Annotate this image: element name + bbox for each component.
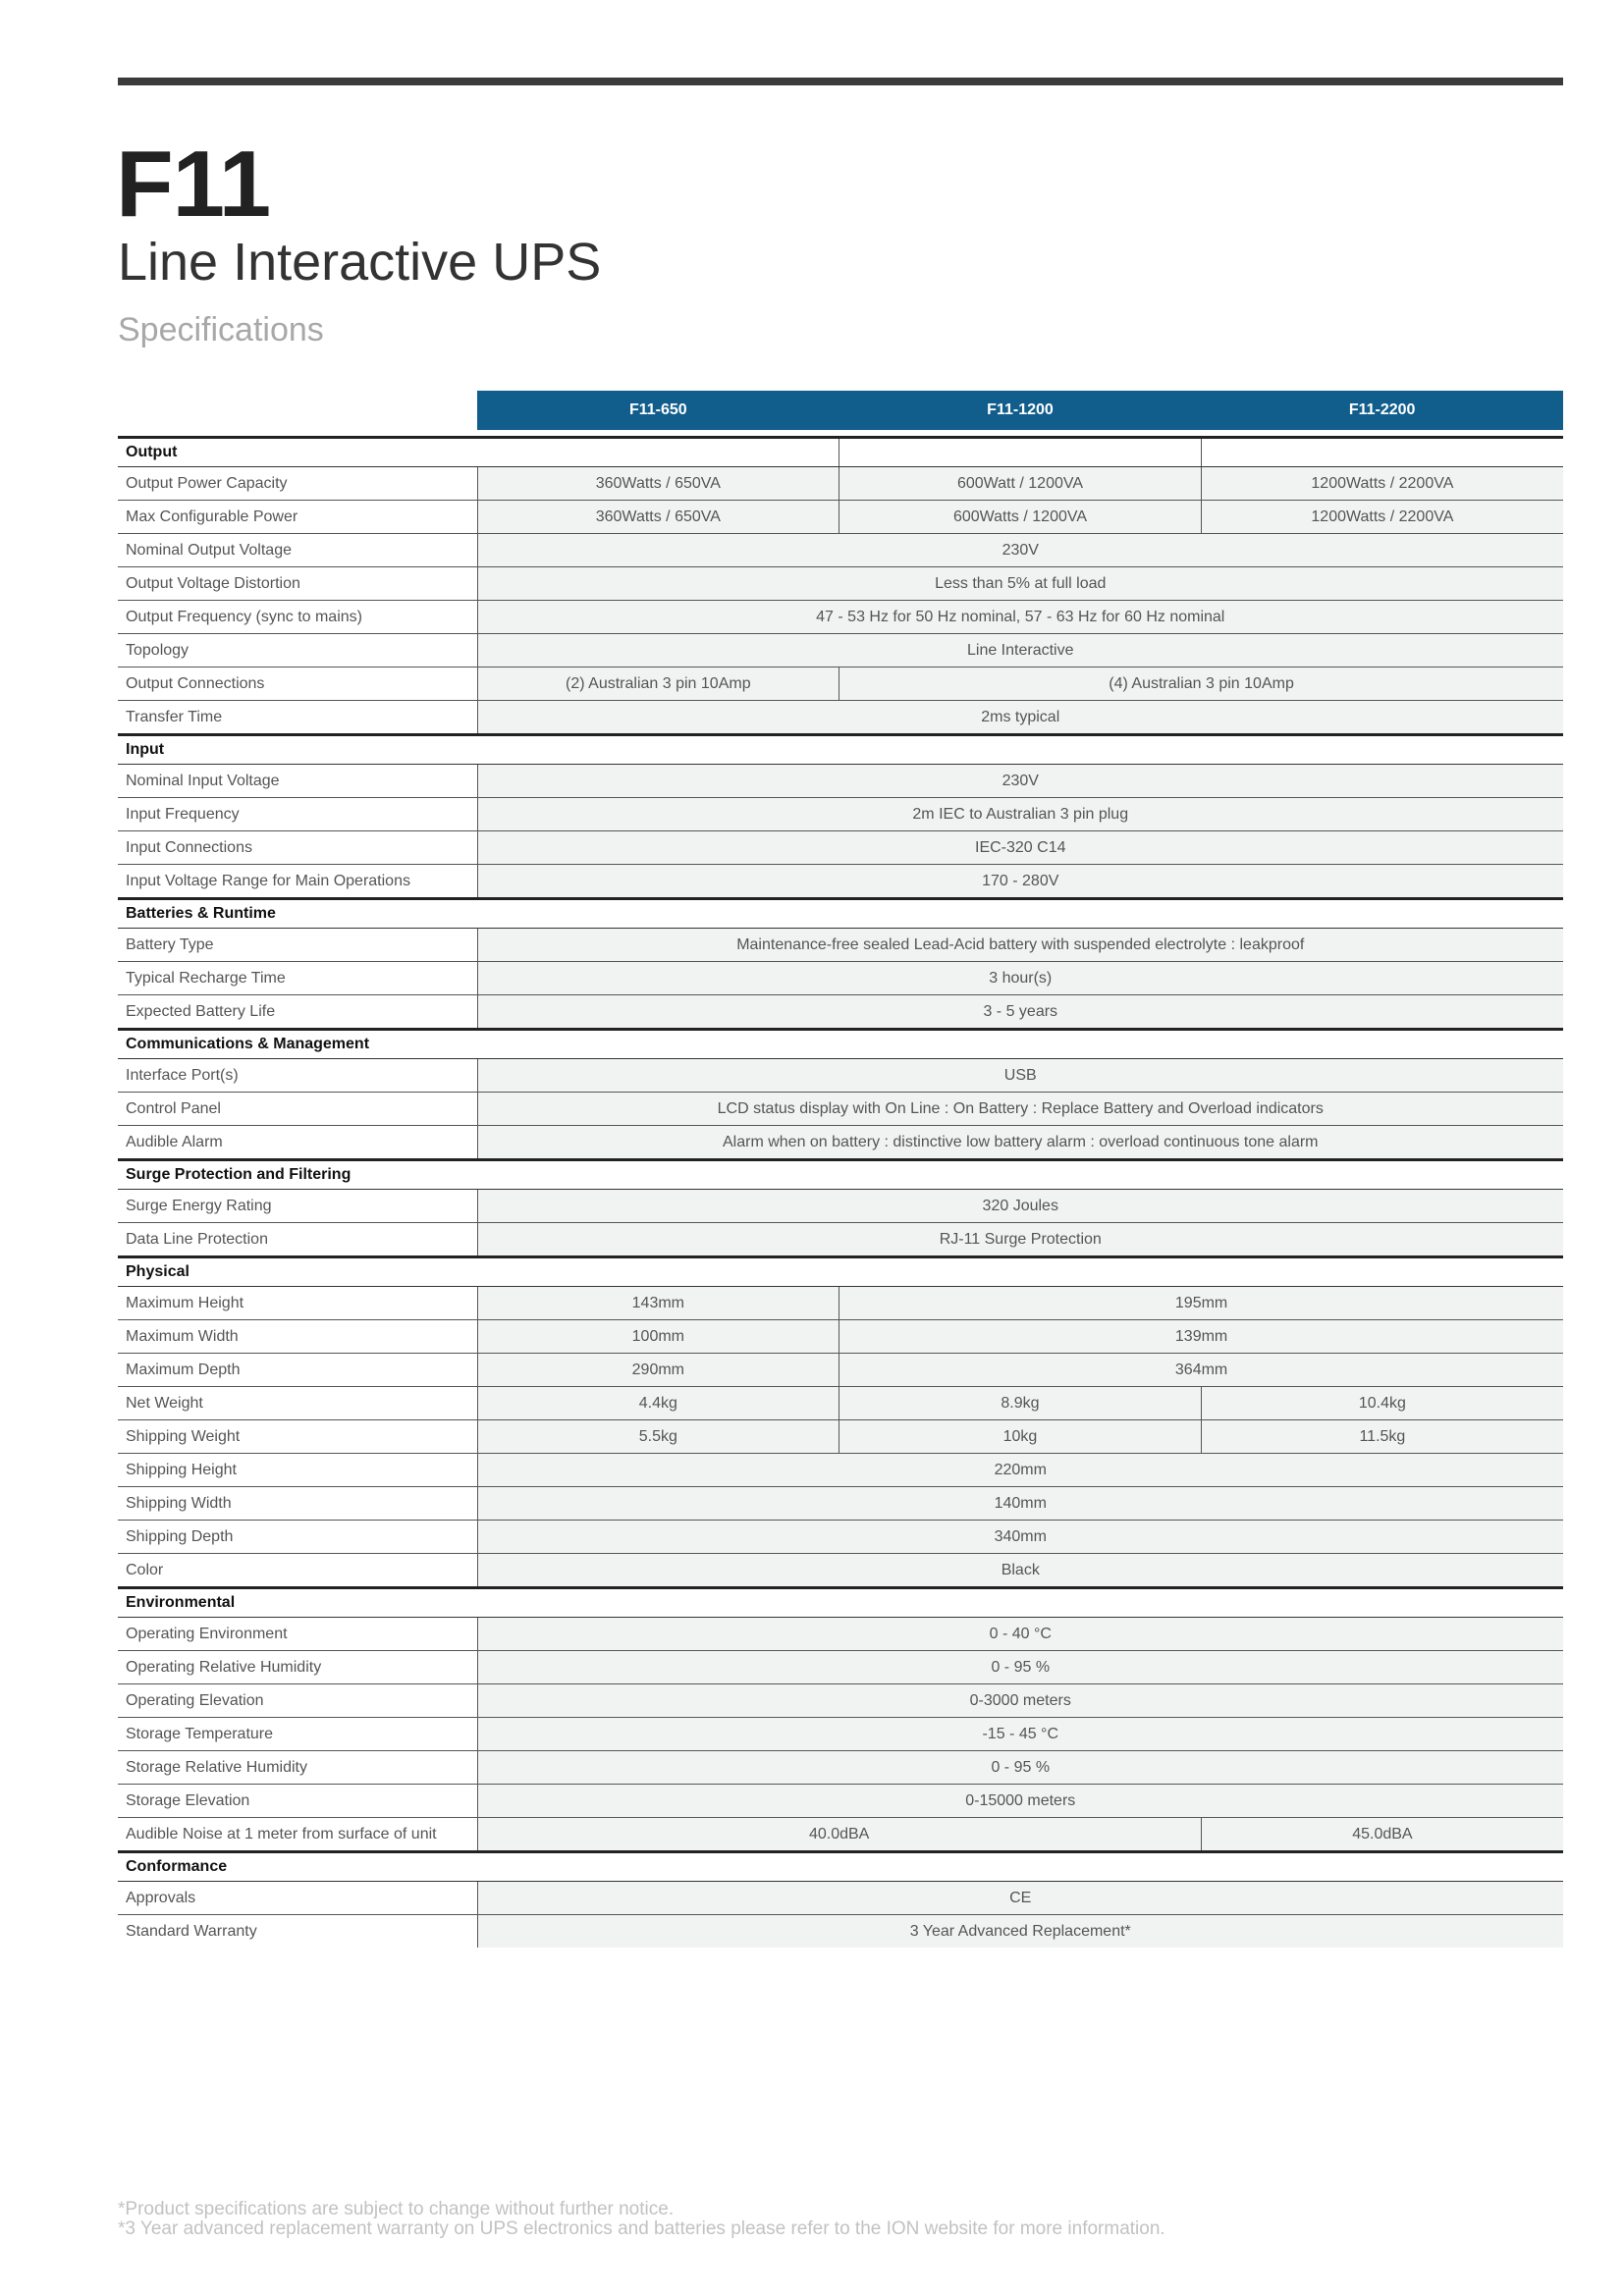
table-row <box>118 467 1563 501</box>
row-label: Operating Environment <box>118 1618 477 1651</box>
row-value: 320 Joules <box>477 1190 1563 1223</box>
group-header-physical <box>118 1257 1563 1287</box>
table-row <box>118 1651 1563 1684</box>
table-row <box>118 995 1563 1030</box>
group-header-surge <box>118 1160 1563 1190</box>
column-header-row <box>118 391 1563 430</box>
table-row <box>118 929 1563 962</box>
row-value: 47 - 53 Hz for 50 Hz nominal, 57 - 63 Hz for 60 Hz nominal <box>477 601 1563 634</box>
row-value: 0-15000 meters <box>477 1785 1563 1818</box>
row-label: Standard Warranty <box>118 1915 477 1949</box>
row-label: Maximum Depth <box>118 1354 477 1387</box>
footnote-specifications: *Product specifications are subject to change without further notice. <box>118 2199 675 2219</box>
table-row <box>118 634 1563 667</box>
row-label: Output Power Capacity <box>118 467 477 501</box>
row-value: USB <box>477 1059 1563 1093</box>
row-value: 139mm <box>839 1320 1563 1354</box>
group-header-input <box>118 735 1563 765</box>
table-row <box>118 1618 1563 1651</box>
table-row <box>118 1387 1563 1420</box>
table-row <box>118 534 1563 567</box>
row-value: 143mm <box>477 1287 839 1320</box>
row-value: 4.4kg <box>477 1387 839 1420</box>
row-label: Input Voltage Range for Main Operations <box>118 865 477 899</box>
table-row <box>118 1059 1563 1093</box>
model-title: F11 <box>116 132 271 237</box>
row-value: 8.9kg <box>839 1387 1202 1420</box>
row-value: 360Watts / 650VA <box>477 501 839 534</box>
table-row <box>118 1223 1563 1257</box>
group-title: Environmental <box>118 1588 1563 1618</box>
header-blank-cell <box>118 391 477 430</box>
row-label: Nominal Input Voltage <box>118 765 477 798</box>
table-row <box>118 798 1563 831</box>
table-row <box>118 1190 1563 1223</box>
column-header-f11-650: F11-650 <box>477 391 839 430</box>
row-value: Black <box>477 1554 1563 1588</box>
row-value: RJ-11 Surge Protection <box>477 1223 1563 1257</box>
row-label: Maximum Height <box>118 1287 477 1320</box>
row-label: Shipping Weight <box>118 1420 477 1454</box>
row-label: Topology <box>118 634 477 667</box>
row-value: 140mm <box>477 1487 1563 1521</box>
row-label: Shipping Width <box>118 1487 477 1521</box>
table-row <box>118 1751 1563 1785</box>
group-title: Physical <box>118 1257 1563 1287</box>
product-subtitle: Line Interactive UPS <box>118 233 602 292</box>
row-label: Input Frequency <box>118 798 477 831</box>
row-value: 364mm <box>839 1354 1563 1387</box>
table-row <box>118 765 1563 798</box>
row-value: 3 Year Advanced Replacement* <box>477 1915 1563 1949</box>
row-value: 1200Watts / 2200VA <box>1201 467 1563 501</box>
specifications-table <box>118 391 1563 1948</box>
row-label: Maximum Width <box>118 1320 477 1354</box>
table-row <box>118 962 1563 995</box>
row-label: Color <box>118 1554 477 1588</box>
row-value: 230V <box>477 765 1563 798</box>
table-row <box>118 1718 1563 1751</box>
row-label: Operating Relative Humidity <box>118 1651 477 1684</box>
table-row <box>118 1487 1563 1521</box>
row-value: Alarm when on battery : distinctive low battery alarm : overload continuous tone alarm <box>477 1126 1563 1160</box>
table-row <box>118 601 1563 634</box>
table-row <box>118 1287 1563 1320</box>
row-label: Shipping Depth <box>118 1521 477 1554</box>
table-row <box>118 1354 1563 1387</box>
table-row <box>118 865 1563 899</box>
table-row <box>118 1882 1563 1915</box>
row-value: 3 - 5 years <box>477 995 1563 1030</box>
table-row <box>118 567 1563 601</box>
row-value: CE <box>477 1882 1563 1915</box>
row-label: Approvals <box>118 1882 477 1915</box>
group-title: Surge Protection and Filtering <box>118 1160 1563 1190</box>
row-label: Shipping Height <box>118 1454 477 1487</box>
row-label: Operating Elevation <box>118 1684 477 1718</box>
row-value: 45.0dBA <box>1201 1818 1563 1852</box>
row-label: Output Connections <box>118 667 477 701</box>
row-label: Surge Energy Rating <box>118 1190 477 1223</box>
row-label: Control Panel <box>118 1093 477 1126</box>
table-row <box>118 1093 1563 1126</box>
row-value: (4) Australian 3 pin 10Amp <box>839 667 1563 701</box>
row-label: Transfer Time <box>118 701 477 735</box>
row-value: 10.4kg <box>1201 1387 1563 1420</box>
table-row <box>118 501 1563 534</box>
row-value: 0-3000 meters <box>477 1684 1563 1718</box>
row-label: Data Line Protection <box>118 1223 477 1257</box>
row-value: 100mm <box>477 1320 839 1354</box>
group-title: Output <box>118 438 477 467</box>
table-row <box>118 1785 1563 1818</box>
row-value: 340mm <box>477 1521 1563 1554</box>
table-row <box>118 1818 1563 1852</box>
table-row <box>118 831 1563 865</box>
group-header-conformance <box>118 1852 1563 1882</box>
group-header-environmental <box>118 1588 1563 1618</box>
row-label: Storage Relative Humidity <box>118 1751 477 1785</box>
section-heading: Specifications <box>118 311 324 348</box>
group-header-communications <box>118 1030 1563 1059</box>
group-title: Conformance <box>118 1852 1563 1882</box>
footnotes <box>118 2200 1165 2239</box>
column-header-f11-2200: F11-2200 <box>1201 391 1563 430</box>
row-value: Line Interactive <box>477 634 1563 667</box>
row-value: 3 hour(s) <box>477 962 1563 995</box>
column-header-f11-1200: F11-1200 <box>839 391 1202 430</box>
group-title: Communications & Management <box>118 1030 1563 1059</box>
row-value: 5.5kg <box>477 1420 839 1454</box>
table-row <box>118 667 1563 701</box>
row-label: Interface Port(s) <box>118 1059 477 1093</box>
row-label: Audible Alarm <box>118 1126 477 1160</box>
row-label: Storage Elevation <box>118 1785 477 1818</box>
row-value: 10kg <box>839 1420 1202 1454</box>
table-row <box>118 1454 1563 1487</box>
row-value: Maintenance-free sealed Lead-Acid battery with suspended electrolyte : leakproof <box>477 929 1563 962</box>
row-label: Typical Recharge Time <box>118 962 477 995</box>
row-label: Storage Temperature <box>118 1718 477 1751</box>
group-header-batteries <box>118 899 1563 929</box>
row-value: 1200Watts / 2200VA <box>1201 501 1563 534</box>
table-row <box>118 1554 1563 1588</box>
row-value: 220mm <box>477 1454 1563 1487</box>
row-value: Less than 5% at full load <box>477 567 1563 601</box>
table-row <box>118 701 1563 735</box>
row-value: 600Watt / 1200VA <box>839 467 1202 501</box>
row-value: 2ms typical <box>477 701 1563 735</box>
row-label: Max Configurable Power <box>118 501 477 534</box>
row-value: 0 - 40 °C <box>477 1618 1563 1651</box>
row-label: Battery Type <box>118 929 477 962</box>
row-value: 290mm <box>477 1354 839 1387</box>
row-label: Audible Noise at 1 meter from surface of unit <box>118 1818 477 1852</box>
row-value: 600Watts / 1200VA <box>839 501 1202 534</box>
row-value: (2) Australian 3 pin 10Amp <box>477 667 839 701</box>
table-row <box>118 1320 1563 1354</box>
table-row <box>118 1915 1563 1949</box>
row-label: Nominal Output Voltage <box>118 534 477 567</box>
row-label: Input Connections <box>118 831 477 865</box>
row-value: IEC-320 C14 <box>477 831 1563 865</box>
table-row <box>118 1521 1563 1554</box>
row-value: 170 - 280V <box>477 865 1563 899</box>
row-value: LCD status display with On Line : On Battery : Replace Battery and Overload indicators <box>477 1093 1563 1126</box>
table-row <box>118 1684 1563 1718</box>
row-value: 0 - 95 % <box>477 1751 1563 1785</box>
group-header-output <box>118 438 1563 467</box>
row-value: 40.0dBA <box>477 1818 1201 1852</box>
group-title: Batteries & Runtime <box>118 899 1563 929</box>
row-value: 0 - 95 % <box>477 1651 1563 1684</box>
group-title: Input <box>118 735 1563 765</box>
row-value: 360Watts / 650VA <box>477 467 839 501</box>
table-row <box>118 1126 1563 1160</box>
top-rule <box>118 78 1563 85</box>
row-value: 11.5kg <box>1201 1420 1563 1454</box>
row-label: Output Frequency (sync to mains) <box>118 601 477 634</box>
row-value: 2m IEC to Australian 3 pin plug <box>477 798 1563 831</box>
row-label: Expected Battery Life <box>118 995 477 1030</box>
row-label: Net Weight <box>118 1387 477 1420</box>
table-row <box>118 1420 1563 1454</box>
row-value: 230V <box>477 534 1563 567</box>
row-value: -15 - 45 °C <box>477 1718 1563 1751</box>
row-label: Output Voltage Distortion <box>118 567 477 601</box>
row-value: 195mm <box>839 1287 1563 1320</box>
footnote-warranty: *3 Year advanced replacement warranty on UPS electronics and batteries please refer to the ION website for more information. <box>118 2218 1165 2239</box>
